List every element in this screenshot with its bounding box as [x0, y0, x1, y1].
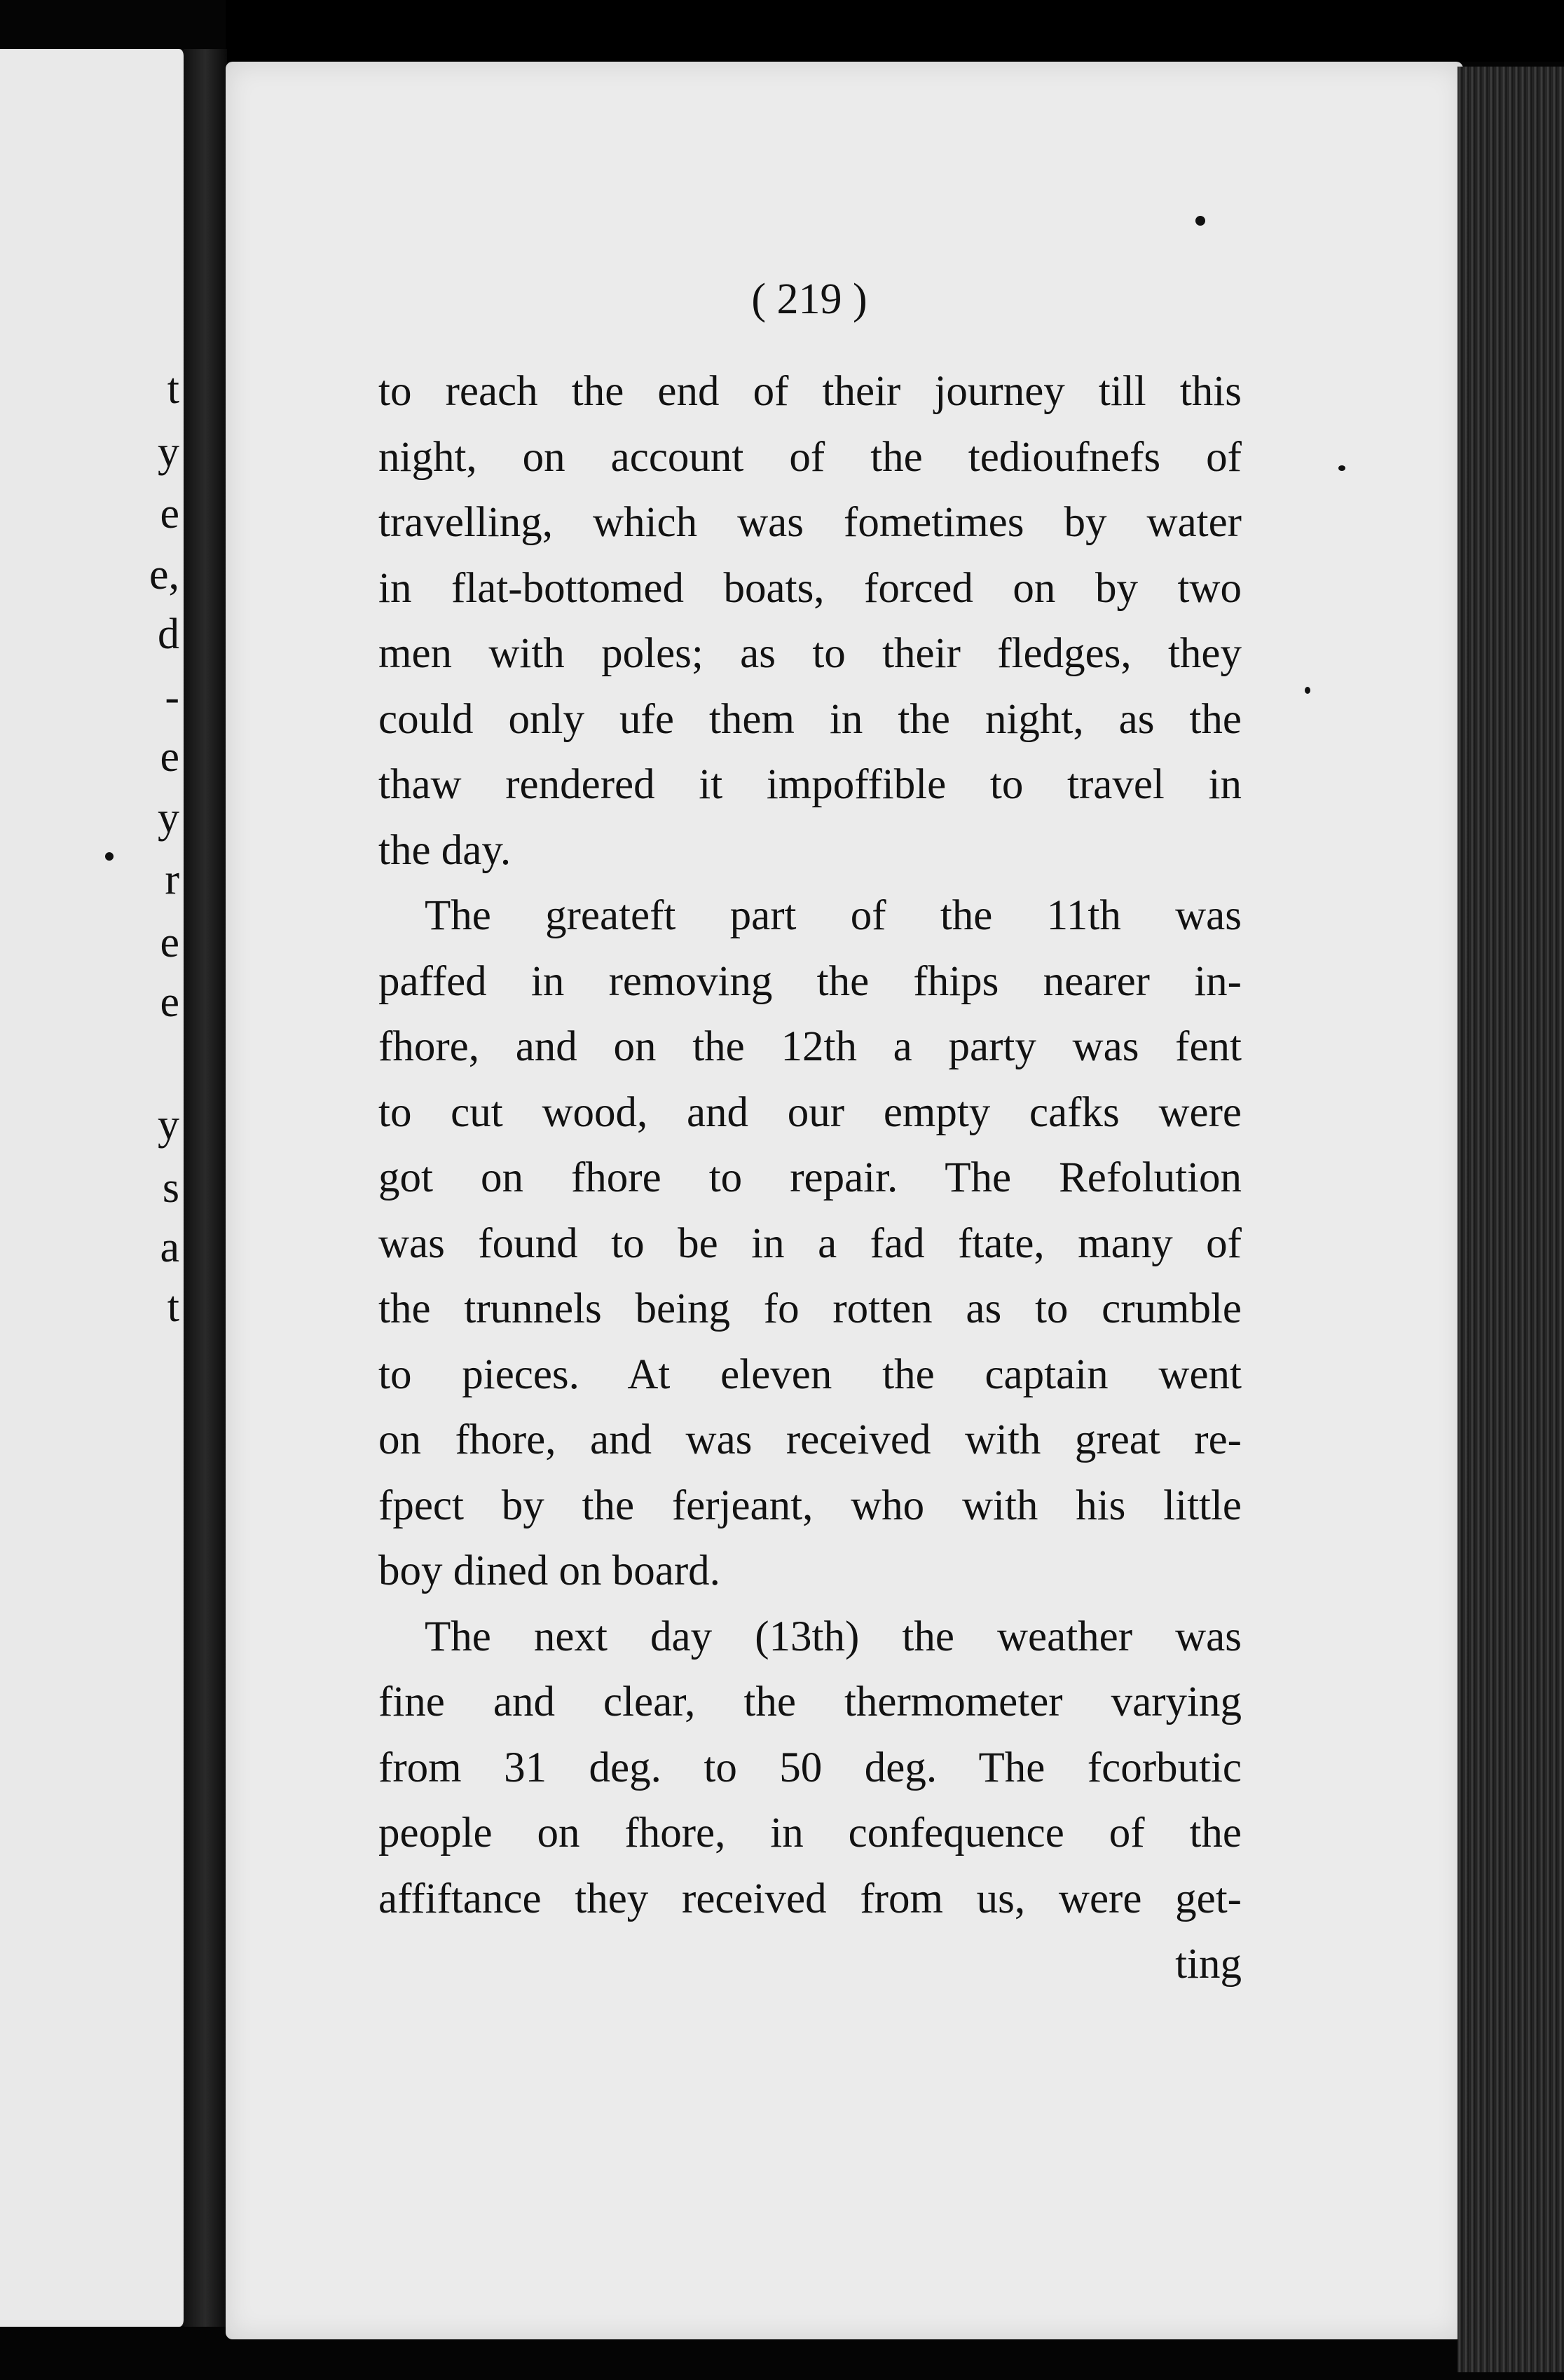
- text-line: was found to be in a fad ftate, many of: [378, 1219, 1242, 1267]
- text-line: The greateft part of the 11th was: [425, 892, 1242, 939]
- text-line: fhore, and on the 12th a party was fent: [378, 1023, 1242, 1070]
- text-line: could only ufe them in the night, as the: [378, 695, 1242, 743]
- text-line: on fhore, and was received with great re-: [378, 1416, 1242, 1463]
- text-line: fpect by the ferjeant, who with his little: [378, 1482, 1242, 1529]
- text-line: to pieces. At eleven the captain went: [378, 1350, 1242, 1398]
- text-line: The next day (13th) the weather was: [425, 1613, 1242, 1660]
- page-block-edges: [1457, 67, 1564, 2372]
- ink-speck: [1338, 465, 1345, 471]
- text-line: the day.: [378, 826, 512, 874]
- text-line: thaw rendered it impoffible to travel in: [378, 761, 1242, 808]
- line-ending: -: [165, 673, 179, 721]
- line-ending: y: [158, 428, 179, 476]
- previous-page-edge: [0, 49, 186, 2327]
- page-body-text: [378, 359, 1242, 1997]
- ink-speck: [105, 852, 114, 861]
- text-line: the trunnels being fo rotten as to crumble: [378, 1285, 1242, 1332]
- text-line: to cut wood, and our empty cafks were: [378, 1088, 1242, 1136]
- line-ending: r: [165, 856, 179, 903]
- text-line: to reach the end of their journey till this: [378, 368, 1242, 415]
- line-ending: y: [158, 794, 179, 842]
- line-ending: e: [160, 919, 179, 966]
- text-line: from 31 deg. to 50 deg. The fcorbutic: [378, 1744, 1242, 1791]
- book-gutter: [184, 49, 227, 2327]
- line-ending: e: [160, 978, 179, 1026]
- line-ending: y: [158, 1101, 179, 1149]
- line-ending: a: [160, 1224, 179, 1271]
- line-ending: d: [158, 610, 179, 658]
- text-line: in flat-bottomed boats, forced on by two: [378, 564, 1242, 612]
- text-line: travelling, which was fometimes by water: [378, 499, 1242, 546]
- line-ending: s: [162, 1164, 179, 1212]
- text-line: paffed in removing the fhips nearer in-: [378, 957, 1242, 1005]
- text-line: men with poles; as to their fledges, they: [378, 630, 1242, 677]
- line-ending: t: [167, 1283, 179, 1331]
- text-line: fine and clear, the thermometer varying: [378, 1678, 1242, 1725]
- page-number: ( 219 ): [751, 275, 867, 323]
- line-ending: e,: [149, 551, 179, 599]
- scan-background: [226, 0, 1564, 62]
- line-ending: e: [160, 490, 179, 538]
- line-ending: e: [160, 733, 179, 781]
- line-ending: t: [167, 365, 179, 413]
- text-line: night, on account of the tedioufnefs of: [378, 433, 1242, 481]
- text-line: got on fhore to repair. The Refolution: [378, 1154, 1242, 1201]
- ink-speck: [1305, 687, 1310, 694]
- catchword: ting: [1175, 1941, 1242, 1988]
- text-line: boy dined on board.: [378, 1547, 720, 1594]
- text-line: people on fhore, in confequence of the: [378, 1810, 1242, 1856]
- ink-speck: [1195, 216, 1205, 226]
- text-line: affiftance they received from us, were get-: [378, 1875, 1242, 1922]
